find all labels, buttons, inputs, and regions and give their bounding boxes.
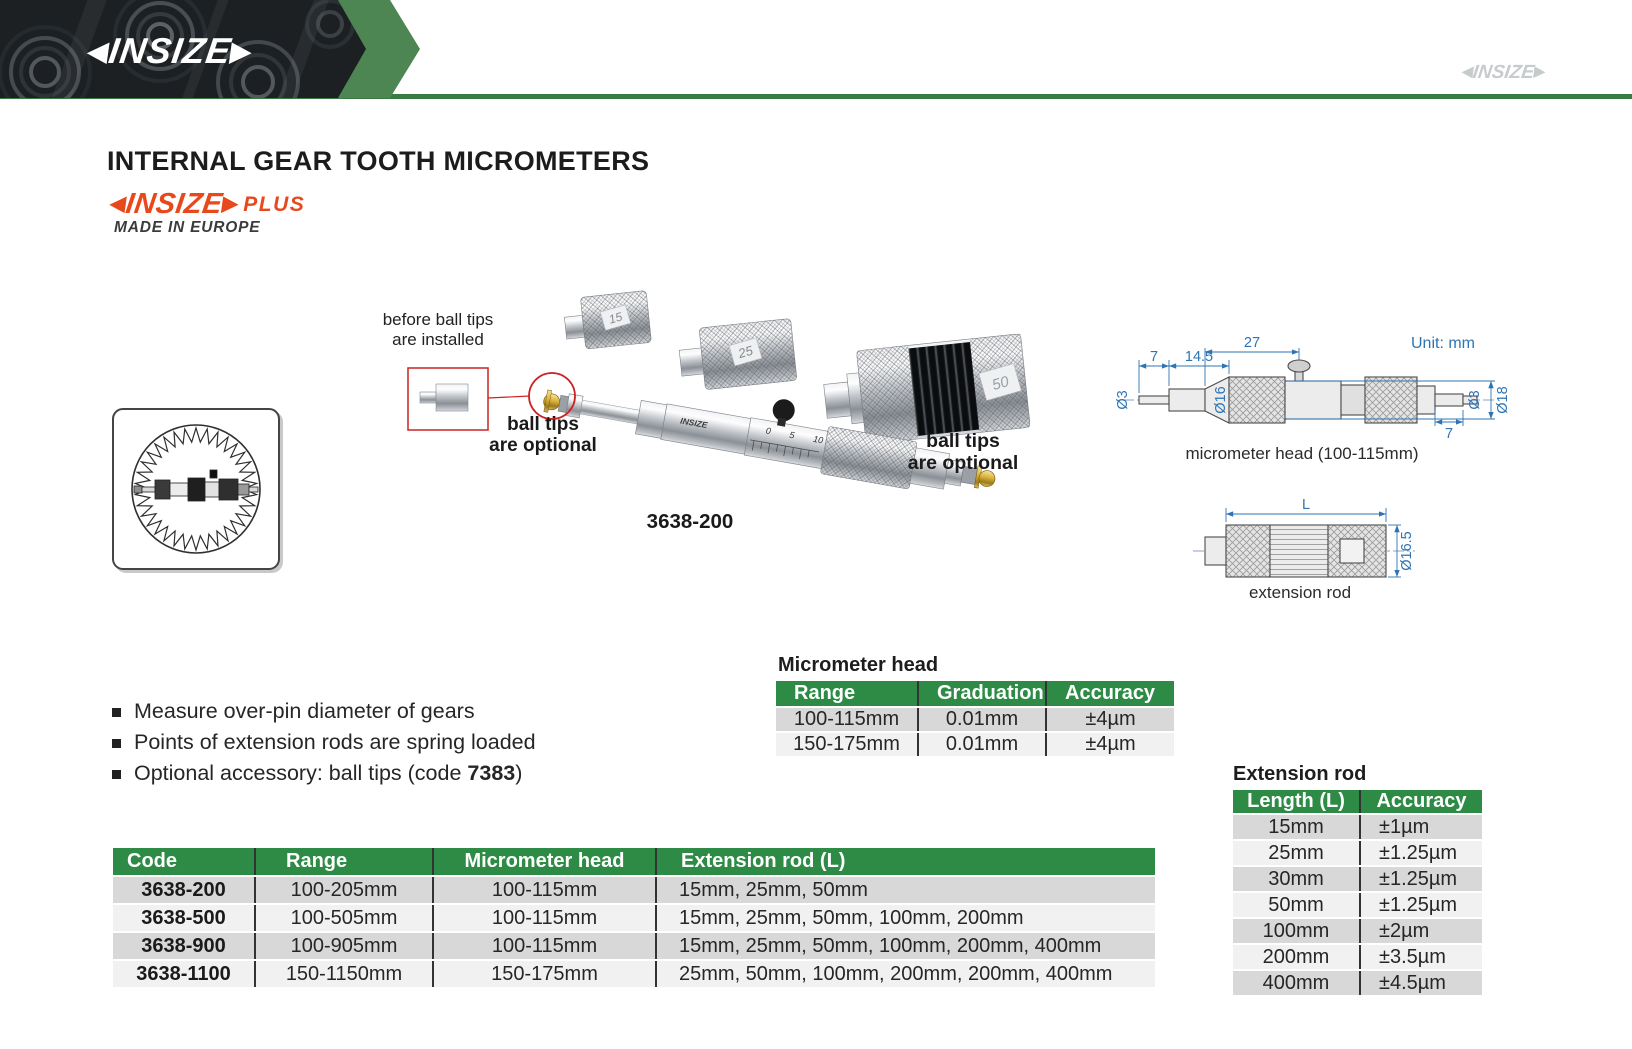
ball-note-line1: ball tips bbox=[507, 414, 579, 435]
table-cell: 200mm bbox=[1262, 946, 1330, 968]
before-note-line1: before ball tips bbox=[382, 310, 494, 329]
plus-left-arrow-icon: ◀ bbox=[108, 193, 128, 215]
dim-7-right: 7 bbox=[1444, 426, 1454, 442]
table-cell: ±1.25µm bbox=[1359, 867, 1482, 891]
feature-item bbox=[112, 758, 536, 789]
feature-text: ) bbox=[515, 761, 523, 785]
insize-plus-logo bbox=[110, 188, 305, 221]
table-row bbox=[113, 877, 1155, 905]
header-cell: Graduation bbox=[917, 681, 1045, 706]
header-cell: Range bbox=[254, 848, 432, 875]
table-row bbox=[1233, 971, 1482, 997]
table-row bbox=[113, 905, 1155, 933]
dim-diameter-3-left: Ø3 bbox=[1115, 390, 1131, 410]
before-note-line2: are installed bbox=[392, 330, 484, 349]
watermark-left-arrow-icon: ◀ bbox=[1461, 63, 1475, 79]
scale-number-5: 5 bbox=[788, 429, 796, 441]
internal-gear-diagram bbox=[114, 410, 278, 568]
watermark-text: INSIZE bbox=[1471, 62, 1536, 83]
table-row bbox=[1233, 867, 1482, 893]
table-cell: ±2µm bbox=[1359, 919, 1482, 943]
bullet-square-icon bbox=[112, 739, 121, 748]
scale-number-10: 10 bbox=[812, 433, 824, 446]
bullet-square-icon bbox=[112, 708, 121, 717]
extension-rod-drawing bbox=[1193, 525, 1415, 577]
rod-label-25: 25 bbox=[736, 342, 755, 362]
dim-diameter-3-right: Ø3 bbox=[1467, 390, 1483, 410]
ball-tips-optional-left-note bbox=[463, 414, 623, 456]
banner-chevron-icon bbox=[330, 0, 425, 98]
header-cell: Length (L) bbox=[1247, 790, 1345, 812]
extension-rod-25 bbox=[677, 318, 797, 392]
header-cell: Accuracy bbox=[1359, 790, 1482, 813]
gear-application-box bbox=[112, 408, 280, 570]
table-cell: 150-1150mm bbox=[254, 961, 432, 987]
table-cell: 100-115mm bbox=[432, 905, 655, 931]
table-row bbox=[1233, 815, 1482, 841]
table-row bbox=[1233, 841, 1482, 867]
ball-note-line2: are optional bbox=[489, 435, 597, 456]
logo-left-arrow-icon: ◀ bbox=[85, 36, 112, 66]
dim-diameter-18: Ø18 bbox=[1495, 386, 1511, 414]
extension-rod-caption: extension rod bbox=[1248, 583, 1352, 602]
table-cell: 50mm bbox=[1268, 894, 1324, 916]
table-row bbox=[113, 933, 1155, 961]
table-cell: 100-905mm bbox=[254, 933, 432, 959]
plus-logo-main bbox=[108, 188, 241, 221]
feature-list bbox=[112, 696, 536, 789]
table-cell: 100mm bbox=[1262, 920, 1330, 942]
insize-watermark bbox=[1460, 62, 1546, 84]
extension-rod-15 bbox=[563, 291, 652, 351]
plus-right-arrow-icon: ▶ bbox=[220, 193, 240, 215]
scale-number-0: 0 bbox=[765, 425, 772, 437]
before-ball-tips-note bbox=[368, 310, 508, 350]
table-row bbox=[1233, 893, 1482, 919]
extension-rod-table-title: Extension rod bbox=[1233, 763, 1367, 785]
rod-label-15: 15 bbox=[607, 309, 624, 327]
table-row bbox=[776, 708, 1174, 733]
insize-logo bbox=[85, 30, 255, 72]
table-cell: ±1µm bbox=[1359, 815, 1482, 839]
unit-label: Unit: mm bbox=[1411, 335, 1475, 352]
table-cell: ±1.25µm bbox=[1359, 893, 1482, 917]
table-body bbox=[1233, 815, 1482, 997]
table-cell: 15mm, 25mm, 50mm, 100mm, 200mm bbox=[655, 905, 1155, 931]
feature-text: Optional accessory: ball tips (code bbox=[134, 761, 468, 785]
table-cell: 15mm, 25mm, 50mm, 100mm, 200mm, 400mm bbox=[655, 933, 1155, 959]
table-cell: 100-115mm bbox=[432, 933, 655, 959]
technical-drawings bbox=[1075, 322, 1632, 622]
table-cell: 30mm bbox=[1268, 868, 1324, 890]
micrometer-head-caption: micrometer head (100-115mm) bbox=[1185, 444, 1419, 463]
table-body bbox=[113, 877, 1155, 989]
table-cell: 150-175mm bbox=[793, 733, 900, 755]
micrometer-head-table-title: Micrometer head bbox=[778, 654, 939, 676]
table-header-row bbox=[1233, 790, 1482, 815]
table-cell: 15mm bbox=[1268, 816, 1324, 838]
table-row bbox=[776, 733, 1174, 758]
table-cell: 100-505mm bbox=[254, 905, 432, 931]
table-cell: ±4µm bbox=[1045, 708, 1174, 731]
accessory-code: 7383 bbox=[467, 761, 516, 785]
table-cell: 3638-1100 bbox=[136, 963, 231, 985]
header-cell: Code bbox=[127, 850, 177, 872]
table-cell: ±4.5µm bbox=[1359, 971, 1482, 995]
table-cell: 100-115mm bbox=[432, 877, 655, 903]
watermark-right-arrow-icon: ▶ bbox=[1533, 63, 1547, 79]
dim-diameter-16.5: Ø16.5 bbox=[1399, 531, 1415, 571]
dim-7-left: 7 bbox=[1149, 349, 1159, 365]
table-header-row bbox=[776, 681, 1174, 708]
header-cell: Range bbox=[794, 682, 856, 704]
logo-text: INSIZE bbox=[106, 30, 234, 71]
extension-rod-table bbox=[1233, 790, 1482, 997]
table-cell: ±4µm bbox=[1045, 733, 1174, 756]
plus-logo-text: INSIZE bbox=[123, 188, 225, 220]
dim-diameter-16: Ø16 bbox=[1213, 386, 1229, 414]
table-cell: 15mm, 25mm, 50mm bbox=[655, 877, 1155, 903]
header-cell: Extension rod (L) bbox=[655, 848, 1155, 875]
table-cell: 100-205mm bbox=[254, 877, 432, 903]
dim-27: 27 bbox=[1243, 335, 1261, 351]
banner-machinery-photo bbox=[0, 0, 366, 98]
feature-text: Points of extension rods are spring loaded bbox=[134, 730, 536, 754]
table-header-row bbox=[113, 848, 1155, 877]
ball-tips-optional-right-note bbox=[880, 430, 1046, 474]
feature-item bbox=[112, 696, 536, 727]
feature-text: Measure over-pin diameter of gears bbox=[134, 699, 475, 723]
table-cell: 3638-200 bbox=[141, 879, 226, 901]
plain-pin bbox=[420, 384, 468, 411]
table-cell: 25mm bbox=[1268, 842, 1324, 864]
micrometer-head-drawing bbox=[1123, 360, 1495, 423]
micrometer-head-table bbox=[776, 681, 1174, 758]
ball-note-line1: ball tips bbox=[926, 430, 1000, 452]
table-cell: 400mm bbox=[1262, 972, 1330, 994]
header-cell: Accuracy bbox=[1045, 681, 1174, 706]
table-cell: ±3.5µm bbox=[1359, 945, 1482, 969]
table-cell: 3638-900 bbox=[141, 935, 226, 957]
table-body bbox=[776, 708, 1174, 758]
dim-L: L bbox=[1301, 497, 1311, 513]
table-cell: 0.01mm bbox=[917, 733, 1045, 756]
product-code-label: 3638-200 bbox=[646, 510, 734, 533]
rod-label-50: 50 bbox=[990, 373, 1011, 394]
ball-note-line2: are optional bbox=[907, 452, 1019, 474]
bullet-square-icon bbox=[112, 770, 121, 779]
logo-right-arrow-icon: ▶ bbox=[228, 36, 255, 66]
header-cell: Micrometer head bbox=[432, 848, 655, 875]
dim-14.5: 14.5 bbox=[1184, 349, 1214, 365]
feature-item bbox=[112, 727, 536, 758]
table-cell: 0.01mm bbox=[917, 708, 1045, 731]
table-cell: ±1.25µm bbox=[1359, 841, 1482, 865]
sleeve-brand-text: INSIZE bbox=[679, 415, 709, 431]
table-cell: 150-175mm bbox=[432, 961, 655, 987]
table-row bbox=[113, 961, 1155, 989]
table-row bbox=[1233, 919, 1482, 945]
table-cell: 100-115mm bbox=[793, 708, 900, 730]
table-row bbox=[1233, 945, 1482, 971]
table-cell: 25mm, 50mm, 100mm, 200mm, 200mm, 400mm bbox=[655, 961, 1155, 987]
product-spec-table bbox=[113, 848, 1155, 989]
table-cell: 3638-500 bbox=[141, 907, 226, 929]
made-in-europe-label: MADE IN EUROPE bbox=[114, 219, 261, 236]
page-title: INTERNAL GEAR TOOTH MICROMETERS bbox=[107, 146, 650, 176]
callout-line bbox=[488, 396, 530, 398]
plus-suffix: PLUS bbox=[243, 193, 306, 216]
